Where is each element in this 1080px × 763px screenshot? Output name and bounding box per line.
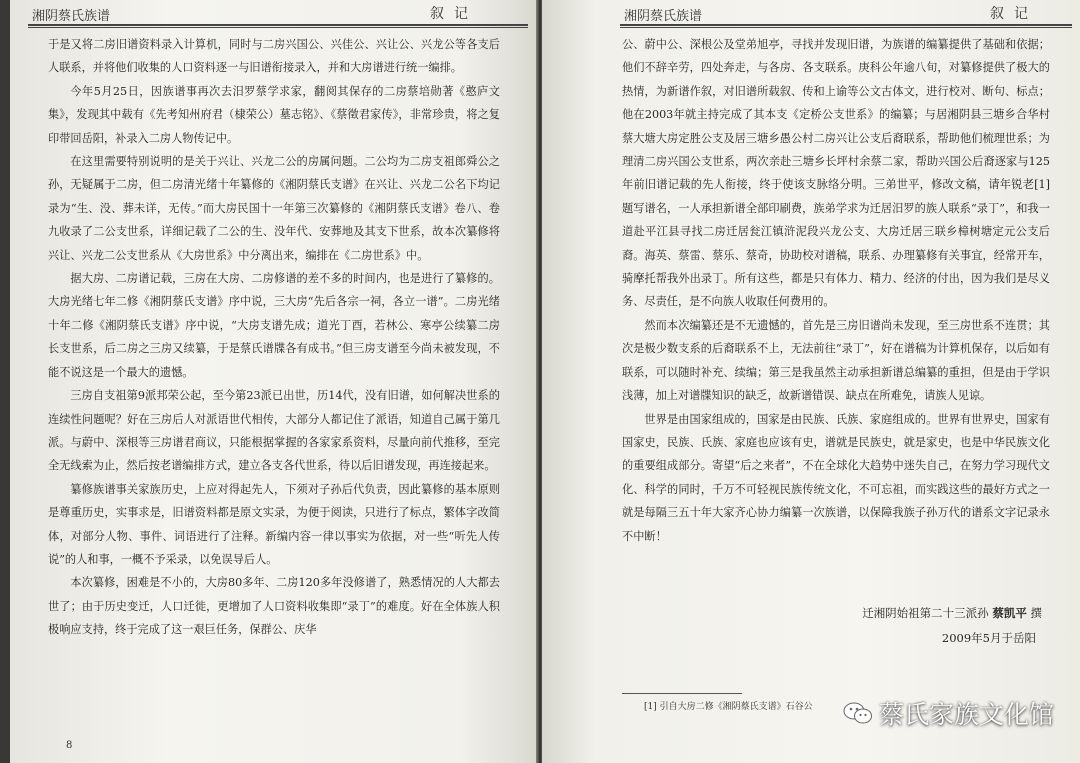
left-page	[10, 0, 538, 763]
paragraph: 于是又将二房旧谱资料录入计算机，同时与二房兴国公、兴佳公、兴让公、兴龙公等各支后人联系，并将他们收集的人口资料逐一与旧谱衔接录入，并和大房谱进行统一编排。	[48, 38, 500, 75]
paragraph: 三房自支祖第9派邦荣公起，至今第23派已出世，历14代，没有旧谱，如何解决世系的连续性问题呢？好在三房后人对派语世代相传，大部分人都记住了派语，知道自己属于第几派。与蔚中、深根等三房谱君商议，只能根据掌握的各家家系资料，尽量向前代推移，至完全无线索为止，然后按老谱编排方式，建立各支各代世系，待以后旧谱发现，再连接起来。	[48, 389, 500, 473]
paragraph: 本次纂修，困难是不小的，大房80多年、二房120多年没修谱了，熟悉情况的人大都去世了；由于历史变迁，人口迁徙，更增加了人口资料收集即“录丁”的难度。好在全体族人积极响应支持，终于完成了这一艰巨任务，保群公、庆华	[48, 576, 500, 637]
header-section: 叙记	[990, 6, 1038, 22]
right-body-text	[622, 33, 1050, 548]
left-body-text	[48, 33, 500, 642]
paragraph: 今年5月25日，因族谱事再次去汨罗蔡学求家，翻阅其保存的二房蔡培勋著《憨庐文集》，发现其中载有《先考知州府君（棣荣公）墓志铭》、《蔡徵君家传》，非常珍贵，将之复印带回岳阳，补录入二房人物传记中。	[48, 84, 500, 145]
paragraph: 然而本次编纂还是不无遗憾的，首先是三房旧谱尚未发现，至三房世系不连贯；其次是极少数支系的后裔联系不上，无法前往“录丁”，好在谱稿为计算机保存，以后如有联系，可以随时补充、续编；第三是我虽然主动承担新谱总编纂的重担，但是由于学识浅薄，加上对谱牒知识的缺乏，故新谱错误、缺点在所难免，请族人见谅。	[622, 318, 1050, 403]
signature	[862, 605, 1042, 621]
header-rule	[620, 24, 1072, 28]
header-rule	[28, 24, 528, 28]
watermark	[843, 695, 1054, 731]
wechat-icon	[843, 701, 873, 725]
date: 2009年5月于岳阳	[941, 631, 1036, 645]
paragraph: 在这里需要特别说明的是关于兴让、兴龙二公的房属问题。二公均为二房支祖郎舜公之孙，无疑属于二房，但二房清光绪十年纂修的《湘阴蔡氏支谱》在兴让、兴龙二公名下均记录为“生、没、葬未详，无传。”而大房民国十一年第三次纂修的《湘阴蔡氏支谱》卷八、卷九收录了二公支世系，详细记载了二公的生、没年代、安葬地及其支下世系，故本次纂修将兴让、兴龙二公支世系从《大房世系》中分离出来，编排在《二房世系》中。	[48, 155, 500, 262]
footnote: [1] 引自大房二修《湘阴蔡氏支谱》石谷公	[644, 702, 813, 712]
author-name: 蔡凯平	[992, 606, 1027, 620]
right-page	[542, 0, 1080, 763]
paragraph: 纂修族谱事关家族历史，上应对得起先人，下须对子孙后代负责，因此纂修的基本原则是尊重历史，实事求是，旧谱资料都是原文实录，为便于阅读，只进行了标点，繁体字改简体，对部分人物、事件、词语进行了注释。新编内容一律以事实为依据，对一些“听先人传说”的人和事，一概不予采录，以免误导后人。	[48, 482, 500, 566]
header-section: 叙记	[430, 6, 478, 22]
footnote-rule	[622, 693, 742, 694]
header-title: 湘阴蔡氏族谱	[624, 9, 703, 24]
header-title: 湘阴蔡氏族谱	[32, 9, 111, 24]
page-number: 8	[66, 740, 73, 751]
signature-prefix: 迁湘阴始祖第二十三派孙	[862, 606, 989, 620]
watermark-text: 蔡氏家族文化馆	[878, 700, 1054, 729]
paragraph: 据大房、二房谱记载，三房在大房、二房修谱的差不多的时间内，也是进行了纂修的。大房光绪七年二修《湘阴蔡氏支谱》序中说，三大房“先后各宗一祠，各立一谱”。二房光绪十年二修《湘阴蔡氏支谱》序中说，“大房支谱先成；道光丁酉，若林公、寒亭公续纂二房长支世系，后二房之三房又续纂，于是蔡氏谱牒各有成书。”但三房支谱至今尚未被发现，不能不说这是一个最大的遗憾。	[48, 272, 500, 379]
signature-suffix: 撰	[1030, 606, 1042, 620]
paragraph: 公、蔚中公、深根公及堂弟旭亭，寻找并发现旧谱，为族谱的编纂提供了基础和依据；他们不辞辛劳，四处奔走，与各房、各支联系。庚科公年逾八旬，对纂修提供了极大的热情，为新谱作叙，对旧谱所载叙、传和上谕等公文古体文，进行校对、断句、标点；他在2003年就主持完成了其本支《定桥公支世系》的编纂；与居湘阴县三塘乡合华村蔡大塘大房定胜公支及居三塘乡愚公村二房兴让公支后裔联系，帮助他们梳理世系；为理清二房兴国公支世系，两次亲赴三塘乡长坪村余蔡二家，帮助兴国公后裔逐家与125年前旧谱记载的先人衔接，终于使该支脉络分明。三弟世平，修改文稿，请年锐老[1]题写谱名，一人承担新谱全部印刷费，族弟学求为迁居汨罗的族人联系“录丁”，和我一道赴平江县寻找二房迁居瓮江镇浒泥段兴龙公支、大房迁居三联乡樟树塘定元公支后裔。海英、蔡雷、蔡乐、蔡奇，协助校对谱稿，联系、办理纂修有关事宜，经常开车，骑摩托帮我外出录丁。所有这些，都是只有体力、精力、经济的付出，因为我们是尽义务、尽责任，是不向族人收取任何费用的。	[622, 38, 1050, 309]
paragraph: 世界是由国家组成的，国家是由民族、氏族、家庭组成的。世界有世界史，国家有国家史，民族、氏族、家庭也应该有史，谱就是民族史，就是家史，也是中华民族文化的重要组成部分。寄望“后之来者”，不在全球化大趋势中迷失自己，在努力学习现代文化、科学的同时，千万不可轻视民族传统文化，不可忘祖，而实践这些的最好方式之一就是每隔三五十年大家齐心协力编纂一次族谱，以保障我族子孙万代的谱系文字记录永不中断！	[622, 412, 1050, 543]
